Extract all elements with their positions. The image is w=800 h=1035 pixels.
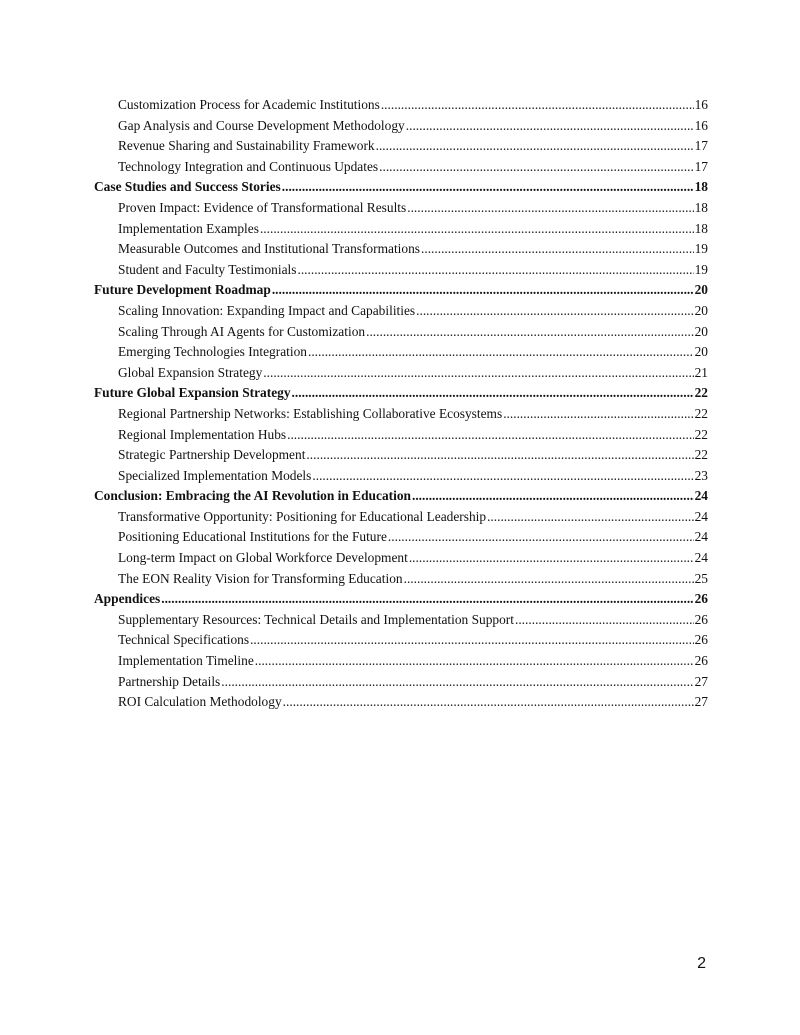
toc-entry-title: Emerging Technologies Integration [118, 344, 307, 360]
toc-entry-page: 24 [694, 508, 708, 524]
toc-entry-title: Transformative Opportunity: Positioning for Educational Leadership [118, 508, 487, 524]
toc-entry-title: Specialized Implementation Models [118, 467, 312, 483]
toc-entry-page: 24 [694, 529, 708, 545]
toc-entry-page: 21 [694, 364, 708, 380]
toc-entry-page: 24 [694, 550, 708, 566]
toc-entry-page: 24 [694, 488, 708, 504]
toc-entry-title: Implementation Timeline [118, 653, 254, 669]
dot-leader [297, 260, 693, 281]
dot-leader [381, 95, 694, 116]
dot-leader [404, 569, 694, 590]
toc-entry-title: Strategic Partnership Development [118, 447, 306, 463]
dot-leader [250, 630, 694, 651]
dot-leader [421, 239, 694, 260]
toc-subsection-entry[interactable] [94, 672, 708, 693]
toc-entry-page: 17 [694, 158, 708, 174]
toc-entry-title: Measurable Outcomes and Institutional Transformations [118, 241, 420, 257]
toc-entry-title: Revenue Sharing and Sustainability Framework [118, 138, 375, 154]
toc-subsection-entry[interactable] [94, 136, 708, 157]
toc-entry-title: The EON Reality Vision for Transforming Education [118, 570, 403, 586]
toc-subsection-entry[interactable] [94, 466, 708, 487]
dot-leader [221, 672, 693, 693]
toc-subsection-entry[interactable] [94, 527, 708, 548]
toc-section-entry[interactable] [94, 177, 708, 198]
dot-leader [263, 363, 693, 384]
toc-subsection-entry[interactable] [94, 548, 708, 569]
toc-entry-page: 23 [694, 467, 708, 483]
toc-entry-title: Scaling Innovation: Expanding Impact and Capabilities [118, 302, 416, 318]
toc-entry-title: Scaling Through AI Agents for Customization [118, 323, 366, 339]
dot-leader [287, 425, 694, 446]
toc-entry-page: 18 [694, 179, 708, 195]
toc-entry-title: Proven Impact: Evidence of Transformational Results [118, 199, 407, 215]
toc-entry-page: 26 [694, 611, 708, 627]
dot-leader [282, 177, 694, 198]
toc-subsection-entry[interactable] [94, 363, 708, 384]
toc-entry-title: Positioning Educational Institutions for the Future [118, 529, 387, 545]
toc-entry-title: Customization Process for Academic Institutions [118, 97, 380, 112]
toc-entry-page: 26 [694, 632, 708, 648]
toc-subsection-entry[interactable] [94, 651, 708, 672]
dot-leader [292, 383, 694, 404]
toc-section-entry[interactable] [94, 486, 708, 507]
toc-entry-title: Global Expansion Strategy [118, 364, 263, 380]
dot-leader [388, 527, 694, 548]
dot-leader [260, 219, 694, 240]
toc-entry-page: 20 [694, 323, 708, 339]
toc-entry-page: 19 [694, 261, 708, 277]
toc-entry-page: 19 [694, 241, 708, 257]
toc-entry-title: Future Development Roadmap [94, 282, 271, 298]
dot-leader [409, 548, 694, 569]
toc-entry-title: Technical Specifications [118, 632, 250, 648]
toc-entry-title: Gap Analysis and Course Development Methodology [118, 117, 405, 133]
toc-entry-title: Long-term Impact on Global Workforce Development [118, 550, 408, 566]
dot-leader [306, 445, 693, 466]
toc-entry-page: 20 [694, 282, 708, 298]
toc-subsection-entry[interactable] [94, 342, 708, 363]
toc-subsection-entry[interactable] [94, 116, 708, 137]
dot-leader [312, 466, 693, 487]
toc-subsection-entry[interactable] [94, 404, 708, 425]
toc-subsection-entry[interactable] [94, 322, 708, 343]
toc-subsection-entry[interactable] [94, 95, 708, 116]
toc-entry-title: Appendices [94, 591, 161, 607]
toc-section-entry[interactable] [94, 280, 708, 301]
toc-subsection-entry[interactable] [94, 260, 708, 281]
toc-entry-page: 18 [694, 220, 708, 236]
toc-entry-page: 26 [694, 591, 708, 607]
dot-leader [416, 301, 693, 322]
toc-entry-page: 16 [694, 97, 708, 112]
toc-subsection-entry[interactable] [94, 445, 708, 466]
toc-entry-title: Student and Faculty Testimonials [118, 261, 297, 277]
toc-entry-page: 17 [694, 138, 708, 154]
toc-entry-title: Implementation Examples [118, 220, 259, 236]
toc-entry-page: 27 [694, 673, 708, 689]
dot-leader [366, 322, 694, 343]
toc-entry-page: 22 [694, 447, 708, 463]
toc-subsection-entry[interactable] [94, 425, 708, 446]
toc-subsection-entry[interactable] [94, 507, 708, 528]
dot-leader [376, 136, 694, 157]
page-number: 2 [697, 955, 706, 972]
toc-entry-title: Partnership Details [118, 673, 221, 689]
toc-section-entry[interactable] [94, 589, 708, 610]
toc-subsection-entry[interactable] [94, 630, 708, 651]
toc-subsection-entry[interactable] [94, 610, 708, 631]
table-of-contents [94, 95, 708, 713]
toc-entry-title: Future Global Expansion Strategy [94, 385, 291, 401]
toc-entry-page: 22 [694, 405, 708, 421]
toc-entry-title: ROI Calculation Methodology [118, 694, 282, 710]
dot-leader [161, 589, 693, 610]
toc-entry-page: 16 [694, 117, 708, 133]
dot-leader [487, 507, 694, 528]
toc-subsection-entry[interactable] [94, 219, 708, 240]
toc-subsection-entry[interactable] [94, 157, 708, 178]
dot-leader [283, 692, 694, 713]
dot-leader [406, 116, 694, 137]
toc-subsection-entry[interactable] [94, 301, 708, 322]
toc-entry-title: Supplementary Resources: Technical Details and Implementation Support [118, 611, 514, 627]
toc-subsection-entry[interactable] [94, 692, 708, 713]
toc-entry-page: 25 [694, 570, 708, 586]
toc-entry-page: 20 [694, 344, 708, 360]
toc-entry-page: 22 [694, 385, 708, 401]
dot-leader [272, 280, 694, 301]
toc-entry-page: 26 [694, 653, 708, 669]
dot-leader [308, 342, 694, 363]
toc-entry-title: Regional Implementation Hubs [118, 426, 287, 442]
toc-subsection-entry[interactable] [94, 239, 708, 260]
toc-entry-page: 18 [694, 199, 708, 215]
toc-entry-title: Case Studies and Success Stories [94, 179, 281, 195]
toc-subsection-entry[interactable] [94, 569, 708, 590]
toc-subsection-entry[interactable] [94, 198, 708, 219]
toc-entry-page: 22 [694, 426, 708, 442]
toc-entry-title: Conclusion: Embracing the AI Revolution in Education [94, 488, 411, 504]
toc-entry-page: 27 [694, 694, 708, 710]
toc-entry-title: Technology Integration and Continuous Updates [118, 158, 379, 174]
toc-section-entry[interactable] [94, 383, 708, 404]
dot-leader [412, 486, 694, 507]
dot-leader [407, 198, 693, 219]
dot-leader [515, 610, 694, 631]
dot-leader [503, 404, 693, 425]
toc-entry-page: 20 [694, 302, 708, 318]
dot-leader [255, 651, 694, 672]
dot-leader [379, 157, 693, 178]
toc-entry-title: Regional Partnership Networks: Establishing Collaborative Ecosystems [118, 405, 503, 421]
